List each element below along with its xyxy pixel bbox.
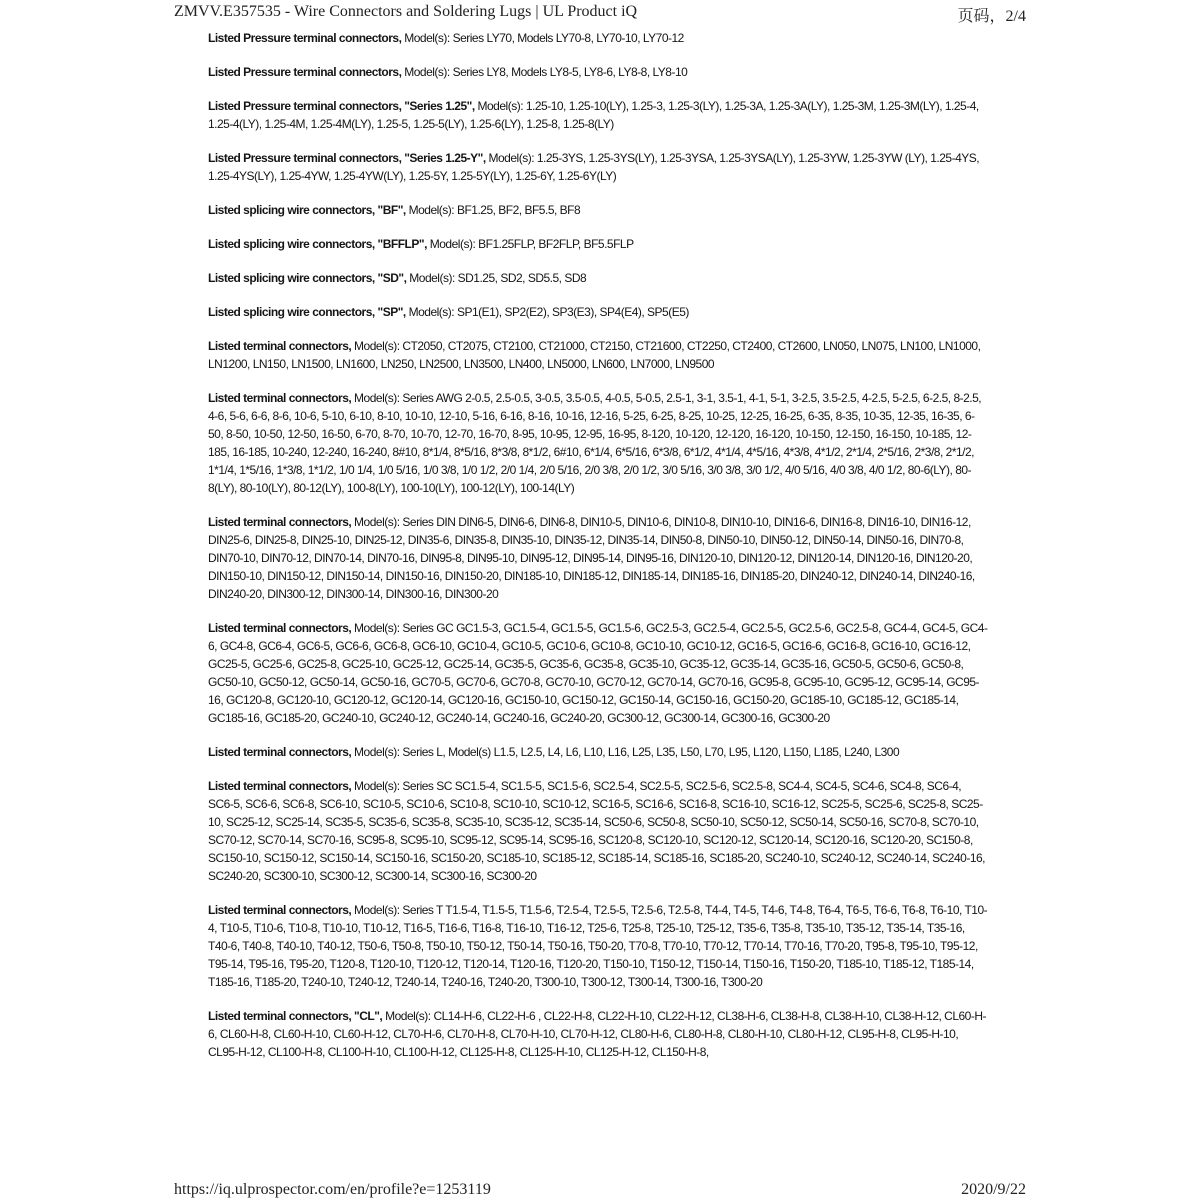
entry-title: Listed terminal connectors, <box>208 779 352 793</box>
entry-title: Listed terminal connectors, <box>208 745 352 759</box>
listing-entry <box>208 337 988 373</box>
entry-models: Model(s): Series GC GC1.5-3, GC1.5-4, GC1.5-5, GC1.5-6, GC2.5-3, GC2.5-4, GC2.5-5, GC2.5-6, GC2.5-8, GC4-4, GC4-5, GC4-6, GC4-8, GC6-4, GC6-5, GC6-6, GC6-8, GC6-10, GC10-4, GC10-5, GC10-6, GC10-8, GC10-10, GC10-12, GC16-5, GC16-6, GC16-8, GC16-10, GC16-12, GC25-5, GC25-6, GC25-8, GC25-10, GC25-12, GC25-14, GC35-5, GC35-6, GC35-8, GC35-10, GC35-12, GC35-14, GC35-16, GC50-5, GC50-6, GC50-8, GC50-10, GC50-12, GC50-14, GC50-16, GC70-5, GC70-6, GC70-8, GC70-10, GC70-12, GC70-14, GC70-16, GC95-8, GC95-10, GC95-12, GC95-14, GC95-16, GC120-8, GC120-10, GC120-12, GC120-14, GC120-16, GC150-10, GC150-12, GC150-14, GC150-16, GC150-20, GC185-10, GC185-12, GC185-14, GC185-16, GC185-20, GC240-10, GC240-12, GC240-14, GC240-16, GC240-20, GC300-12, GC300-14, GC300-16, GC300-20 <box>208 621 988 725</box>
entry-title: Listed terminal connectors, <box>208 621 352 635</box>
entry-models: Model(s): Series L, Model(s) L1.5, L2.5, L4, L6, L10, L16, L25, L35, L50, L70, L95, L120, L150, L185, L240, L300 <box>354 745 900 759</box>
entry-models: Model(s): SD1.25, SD2, SD5.5, SD8 <box>409 271 587 285</box>
entry-title: Listed terminal connectors, <box>208 515 352 529</box>
entry-title: Listed Pressure terminal connectors, "Series 1.25", <box>208 99 475 113</box>
entry-models: Model(s): SP1(E1), SP2(E2), SP3(E3), SP4(E4), SP5(E5) <box>408 305 689 319</box>
listing-entry <box>208 235 988 253</box>
entry-title: Listed terminal connectors, <box>208 339 352 353</box>
listing-entry <box>208 901 988 991</box>
entry-models: Model(s): Series LY8, Models LY8-5, LY8-6, LY8-8, LY8-10 <box>404 65 688 79</box>
entry-title: Listed Pressure terminal connectors, "Series 1.25-Y", <box>208 151 486 165</box>
listing-entry <box>208 201 988 219</box>
entry-title: Listed splicing wire connectors, "BFFLP", <box>208 237 427 251</box>
listing-entry <box>208 97 988 133</box>
listing-entry <box>208 149 988 185</box>
listing-entry <box>208 389 988 497</box>
print-date: 2020/9/22 <box>961 1181 1026 1198</box>
entry-title: Listed splicing wire connectors, "SP", <box>208 305 406 319</box>
entry-models: Model(s): Series T T1.5-4, T1.5-5, T1.5-6, T2.5-4, T2.5-5, T2.5-6, T2.5-8, T4-4, T4-5, T4-6, T4-8, T6-4, T6-5, T6-6, T6-8, T6-10, T10-4, T10-5, T10-6, T10-8, T10-10, T10-12, T16-5, T16-6, T16-8, T16-10, T16-12, T25-6, T25-8, T25-10, T25-12, T35-6, T35-8, T35-10, T35-12, T35-14, T35-16, T40-6, T40-8, T40-10, T40-12, T50-6, T50-8, T50-10, T50-12, T50-14, T50-16, T50-20, T70-8, T70-10, T70-12, T70-14, T70-16, T70-20, T95-8, T95-10, T95-12, T95-14, T95-16, T95-20, T120-8, T120-10, T120-12, T120-14, T120-16, T120-20, T150-10, T150-12, T150-14, T150-16, T150-20, T185-10, T185-12, T185-14, T185-16, T185-20, T240-10, T240-12, T240-14, T240-16, T240-20, T300-10, T300-12, T300-14, T300-16, T300-20 <box>208 903 988 989</box>
listing-entry <box>208 619 988 727</box>
page-number: 页码，2/4 <box>957 8 1026 25</box>
entry-models: Model(s): Series AWG 2-0.5, 2.5-0.5, 3-0.5, 3.5-0.5, 4-0.5, 5-0.5, 2.5-1, 3-1, 3.5-1, 4-1, 5-1, 3-2.5, 3.5-2.5, 4-2.5, 5-2.5, 6-2.5, 8-2.5, 4-6, 5-6, 6-6, 8-6, 10-6, 5-10, 6-10, 8-10, 10-10, 12-10, 5-16, 6-16, 8-16, 10-16, 12-16, 5-25, 6-25, 8-25, 10-25, 12-25, 16-25, 6-35, 8-35, 10-35, 12-35, 16-35, 6-50, 8-50, 10-50, 12-50, 16-50, 6-70, 8-70, 10-70, 12-70, 16-70, 8-95, 10-95, 12-95, 16-95, 8-120, 10-120, 12-120, 16-120, 10-150, 12-150, 16-150, 10-185, 12-185, 16-185, 10-240, 12-240, 16-240, 8#10, 8*1/4, 8*5/16, 8*3/8, 8*1/2, 6#10, 6*1/4, 6*5/16, 6*3/8, 6*1/2, 4*1/4, 4*5/16, 4*3/8, 4*1/2, 2*1/4, 2*5/16, 2*3/8, 2*1/2, 1*1/4, 1*5/16, 1*3/8, 1*1/2, 1/0 1/4, 1/0 5/16, 1/0 3/8, 1/0 1/2, 2/0 1/4, 2/0 5/16, 2/0 3/8, 2/0 1/2, 3/0 5/16, 3/0 3/8, 3/0 1/2, 4/0 5/16, 4/0 3/8, 4/0 1/2, 80-6(LY), 80-8(LY), 80-10(LY), 80-12(LY), 100-8(LY), 100-10(LY), 100-12(LY), 100-14(LY) <box>208 391 982 495</box>
listing-entry <box>208 29 988 47</box>
entry-models: Model(s): CL14-H-6, CL22-H-6 , CL22-H-8, CL22-H-10, CL22-H-12, CL38-H-6, CL38-H-8, CL38-H-10, CL38-H-12, CL60-H-6, CL60-H-8, CL60-H-10, CL60-H-12, CL70-H-6, CL70-H-8, CL70-H-10, CL70-H-12, CL80-H-6, CL80-H-8, CL80-H-10, CL80-H-12, CL95-H-8, CL95-H-10, CL95-H-12, CL100-H-8, CL100-H-10, CL100-H-12, CL125-H-8, CL125-H-10, CL125-H-12, CL150-H-8, <box>208 1009 986 1059</box>
entry-models: Model(s): Series SC SC1.5-4, SC1.5-5, SC1.5-6, SC2.5-4, SC2.5-5, SC2.5-6, SC2.5-8, SC4-4, SC4-5, SC4-6, SC4-8, SC6-4, SC6-5, SC6-6, SC6-8, SC6-10, SC10-5, SC10-6, SC10-8, SC10-10, SC10-12, SC16-5, SC16-6, SC16-8, SC16-10, SC16-12, SC25-5, SC25-6, SC25-8, SC25-10, SC25-12, SC25-14, SC35-5, SC35-6, SC35-8, SC35-10, SC35-12, SC35-14, SC50-6, SC50-8, SC50-10, SC50-12, SC50-14, SC50-16, SC70-8, SC70-10, SC70-12, SC70-14, SC70-16, SC95-8, SC95-10, SC95-12, SC95-14, SC95-16, SC120-8, SC120-10, SC120-12, SC120-14, SC120-16, SC120-20, SC150-8, SC150-10, SC150-12, SC150-14, SC150-16, SC150-20, SC185-10, SC185-12, SC185-14, SC185-16, SC185-20, SC240-10, SC240-12, SC240-14, SC240-16, SC240-20, SC300-10, SC300-12, SC300-14, SC300-16, SC300-20 <box>208 779 986 883</box>
listing-entry <box>208 513 988 603</box>
document-title: ZMVV.E357535 - Wire Connectors and Soldering Lugs | UL Product iQ <box>174 3 638 20</box>
entry-title: Listed splicing wire connectors, "BF", <box>208 203 406 217</box>
entry-models: Model(s): Series LY70, Models LY70-8, LY70-10, LY70-12 <box>404 31 684 45</box>
entry-models: Model(s): 1.25-3YS, 1.25-3YS(LY), 1.25-3YSA, 1.25-3YSA(LY), 1.25-3YW, 1.25-3YW (LY), 1.25-4YS, 1.25-4YS(LY), 1.25-4YW, 1.25-4YW(LY), 1.25-5Y, 1.25-5Y(LY), 1.25-6Y, 1.25-6Y(LY) <box>208 151 980 183</box>
entry-models: Model(s): BF1.25, BF2, BF5.5, BF8 <box>408 203 581 217</box>
source-url: https://iq.ulprospector.com/en/profile?e=1253119 <box>174 1181 491 1198</box>
entry-models: Model(s): BF1.25FLP, BF2FLP, BF5.5FLP <box>429 237 634 251</box>
entry-models: Model(s): 1.25-10, 1.25-10(LY), 1.25-3, 1.25-3(LY), 1.25-3A, 1.25-3A(LY), 1.25-3M, 1.25-3M(LY), 1.25-4, 1.25-4(LY), 1.25-4M, 1.25-4M(LY), 1.25-5, 1.25-5(LY), 1.25-6(LY), 1.25-8, 1.25-8(LY) <box>208 99 979 131</box>
entry-title: Listed terminal connectors, "CL", <box>208 1009 383 1023</box>
entry-models: Model(s): Series DIN DIN6-5, DIN6-6, DIN6-8, DIN10-5, DIN10-6, DIN10-8, DIN10-10, DIN16-6, DIN16-8, DIN16-10, DIN16-12, DIN25-6, DIN25-8, DIN25-10, DIN25-12, DIN35-6, DIN35-8, DIN35-10, DIN35-12, DIN35-14, DIN50-8, DIN50-10, DIN50-12, DIN50-14, DIN50-16, DIN70-8, DIN70-10, DIN70-12, DIN70-14, DIN70-16, DIN95-8, DIN95-10, DIN95-12, DIN95-14, DIN95-16, DIN120-10, DIN120-12, DIN120-14, DIN120-16, DIN120-20, DIN150-10, DIN150-12, DIN150-14, DIN150-16, DIN150-20, DIN185-10, DIN185-12, DIN185-14, DIN185-16, DIN185-20, DIN240-12, DIN240-14, DIN240-16, DIN240-20, DIN300-12, DIN300-14, DIN300-16, DIN300-20 <box>208 515 975 601</box>
listing-entry <box>208 743 988 761</box>
entry-title: Listed terminal connectors, <box>208 903 352 917</box>
listing-entry <box>208 63 988 81</box>
entry-models: Model(s): CT2050, CT2075, CT2100, CT21000, CT2150, CT21600, CT2250, CT2400, CT2600, LN050, LN075, LN100, LN1000, LN1200, LN150, LN1500, LN1600, LN250, LN2500, LN3500, LN400, LN5000, LN600, LN7000, LN9500 <box>208 339 981 371</box>
listing-entry <box>208 1007 988 1061</box>
listing-entry <box>208 777 988 885</box>
entry-title: Listed terminal connectors, <box>208 391 352 405</box>
listing-entry <box>208 269 988 287</box>
entry-title: Listed splicing wire connectors, "SD", <box>208 271 407 285</box>
document-body <box>208 29 988 1174</box>
entry-title: Listed Pressure terminal connectors, <box>208 31 402 45</box>
entry-title: Listed Pressure terminal connectors, <box>208 65 402 79</box>
listing-entry <box>208 303 988 321</box>
